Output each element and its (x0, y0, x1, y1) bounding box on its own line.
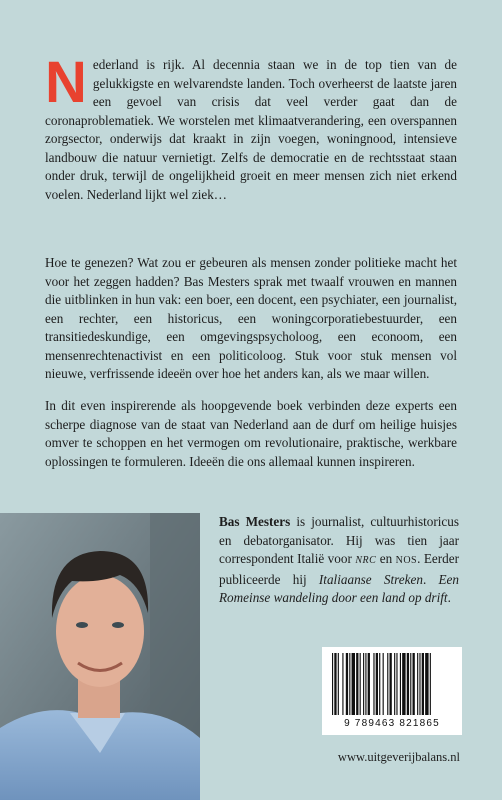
bio-text: is journalist, cultuurhistoricus en debatorganisator. Hij was tien jaar correspondent Italië voor (219, 514, 460, 566)
barcode-bar (396, 653, 397, 715)
barcode-bar (349, 653, 350, 715)
body-paragraph-3: In dit even inspirerende als hoopgevende boek verbinden deze experts een scherpe diagnose van de staat van Nederland aan de durf om heilige huisjes omver te schoppen en het vermogen om revolutionaire, praktische, werkbare oplossingen te formuleren. Ideeën die ons allemaal kunnen inspireren. (45, 398, 457, 469)
barcode (322, 647, 462, 735)
nrc-label: NRC (355, 555, 377, 566)
barcode-bar (394, 653, 395, 715)
book-title-1: Italiaanse Streken (318, 571, 423, 587)
bio-text: . (447, 590, 451, 605)
barcode-bar (360, 653, 361, 715)
intro-text: ederland is rijk. Al decennia staan we in de top tien van de gelukkigste en welvarendste landen. Toch overheerst de laatste jaren een gevoel van crisis dat veel verder gaat dan de coronaproblematiek. We worstelen met klimaatverandering, een overspannen zorgsector, onderwijs dat kraakt in zijn voegen, woningnood, intensieve landbouw die natuur vernietigt. Zelfs de democratie en de rechtsstaat staan onder druk, terwijl de ongelijkheid groeit en meer mensen zich niet erkend voelen. Nederland lijkt wel ziek… (45, 57, 457, 202)
barcode-bar (390, 653, 392, 715)
barcode-bar (425, 653, 428, 715)
barcode-bar (334, 653, 336, 715)
nos-label: NOS (395, 555, 418, 566)
bio-text: en (376, 551, 396, 566)
bio-text: . Eerder publiceerde hij (219, 551, 460, 587)
barcode-bar (368, 653, 370, 715)
dropcap-letter: N (45, 50, 87, 115)
author-name: Bas Mesters (219, 514, 291, 529)
author-photo (0, 513, 200, 800)
barcode-bar (417, 653, 418, 715)
barcode-bar (356, 653, 358, 715)
barcode-bar (413, 653, 415, 715)
barcode-bar (352, 653, 355, 715)
barcode-bar (338, 653, 339, 715)
barcode-bar (376, 653, 378, 715)
barcode-bar (379, 653, 380, 715)
barcode-bar (363, 653, 364, 715)
barcode-bar (410, 653, 411, 715)
isbn-number: 9 789463 821865 (344, 718, 440, 729)
intro-paragraph (45, 50, 457, 204)
barcode-bar (419, 653, 420, 715)
barcode-bars (332, 653, 452, 715)
barcode-bar (400, 653, 401, 715)
bio-text: . (422, 571, 439, 587)
barcode-bar (407, 653, 409, 715)
barcode-bar (383, 653, 384, 715)
barcode-bar (365, 653, 366, 715)
book-title-2: Een Romeinse wandeling door een land op drift (219, 571, 459, 605)
author-bio (219, 513, 459, 608)
barcode-bar (346, 653, 348, 715)
author-portrait-image (0, 513, 200, 800)
barcode-bar (422, 653, 424, 715)
body-paragraph-2: Hoe te genezen? Wat zou er gebeuren als mensen zonder politieke macht het voor het zeggen hadden? Bas Mesters sprak met twaalf vrouwen en mannen die uitblinken in hun vak: een boer, een docent, een psychiater, een journalist, een rechter, een historicus, een woningcorporatiebestuurder, een transitiedeskundige, een omgevingspsycholoog, een econoom, een mensenrechtenactivist en een politicoloog. Stuk voor stuk mensen vol nieuwe, verfrissende ideeën over hoe het anders kan, als we maar willen. (45, 255, 457, 381)
barcode-bar (332, 653, 333, 715)
barcode-bar (387, 653, 388, 715)
barcode-bar (430, 653, 431, 715)
publisher-website: www.uitgeverijbalans.nl (337, 750, 460, 764)
barcode-bar (373, 653, 374, 715)
barcode-bar (342, 653, 343, 715)
barcode-bar (402, 653, 405, 715)
